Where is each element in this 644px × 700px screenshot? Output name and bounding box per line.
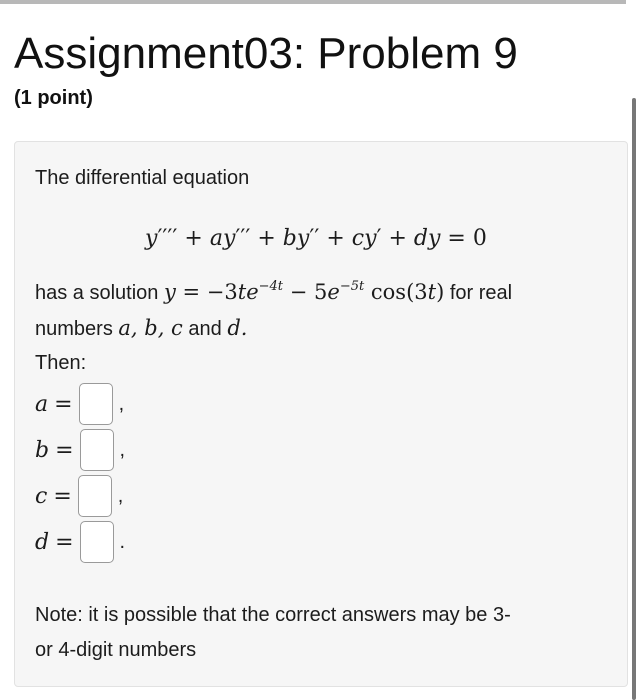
answer-row-b: [35, 428, 125, 472]
numbers-last: d.: [227, 316, 248, 340]
solution-prefix: has a solution: [35, 282, 159, 304]
numbers-prefix: numbers: [35, 318, 113, 340]
solution-line: [35, 278, 512, 307]
numbers-and: and: [188, 318, 222, 340]
points-label: (1 point): [14, 87, 93, 109]
scrollbar[interactable]: [632, 98, 636, 700]
answer-punctuation: ,: [117, 484, 124, 507]
problem-intro: The differential equation: [35, 167, 250, 189]
differential-equation: y′′′′ + ay′′′ + by′′ + cy′ + dy = 0: [145, 226, 487, 251]
page-title: Assignment03: Problem 9: [14, 29, 518, 78]
answer-punctuation: .: [119, 530, 126, 553]
equals-sign: =: [55, 437, 74, 463]
answer-row-a: [35, 382, 124, 426]
answer-c-input[interactable]: [78, 475, 112, 517]
then-label: Then:: [35, 352, 87, 374]
solution-expression: $y = -3te^{-4t} - 5e^{-5t}$ cos(3t): [163, 279, 445, 304]
answer-variable: b: [35, 437, 50, 463]
answer-variable: d: [35, 529, 50, 555]
equals-sign: =: [55, 529, 74, 555]
note-line-2: or 4-digit numbers: [35, 639, 197, 661]
answer-punctuation: ,: [119, 438, 126, 461]
problem-panel: [14, 141, 628, 687]
answer-row-d: [35, 520, 125, 564]
answer-punctuation: ,: [118, 392, 125, 415]
numbers-line: [35, 314, 247, 343]
answer-a-input[interactable]: [79, 383, 113, 425]
top-divider: [0, 0, 626, 4]
equals-sign: =: [54, 391, 73, 417]
answer-variable: a: [35, 391, 49, 417]
answer-d-input[interactable]: [80, 521, 114, 563]
note-line-1: Note: it is possible that the correct answers may be 3-: [35, 604, 511, 626]
solution-suffix: for real: [449, 282, 513, 304]
equals-sign: =: [53, 483, 72, 509]
answer-variable: c: [35, 483, 48, 509]
numbers-vars: a, b, c: [118, 316, 183, 340]
answer-row-c: [35, 474, 123, 518]
answer-b-input[interactable]: [80, 429, 114, 471]
